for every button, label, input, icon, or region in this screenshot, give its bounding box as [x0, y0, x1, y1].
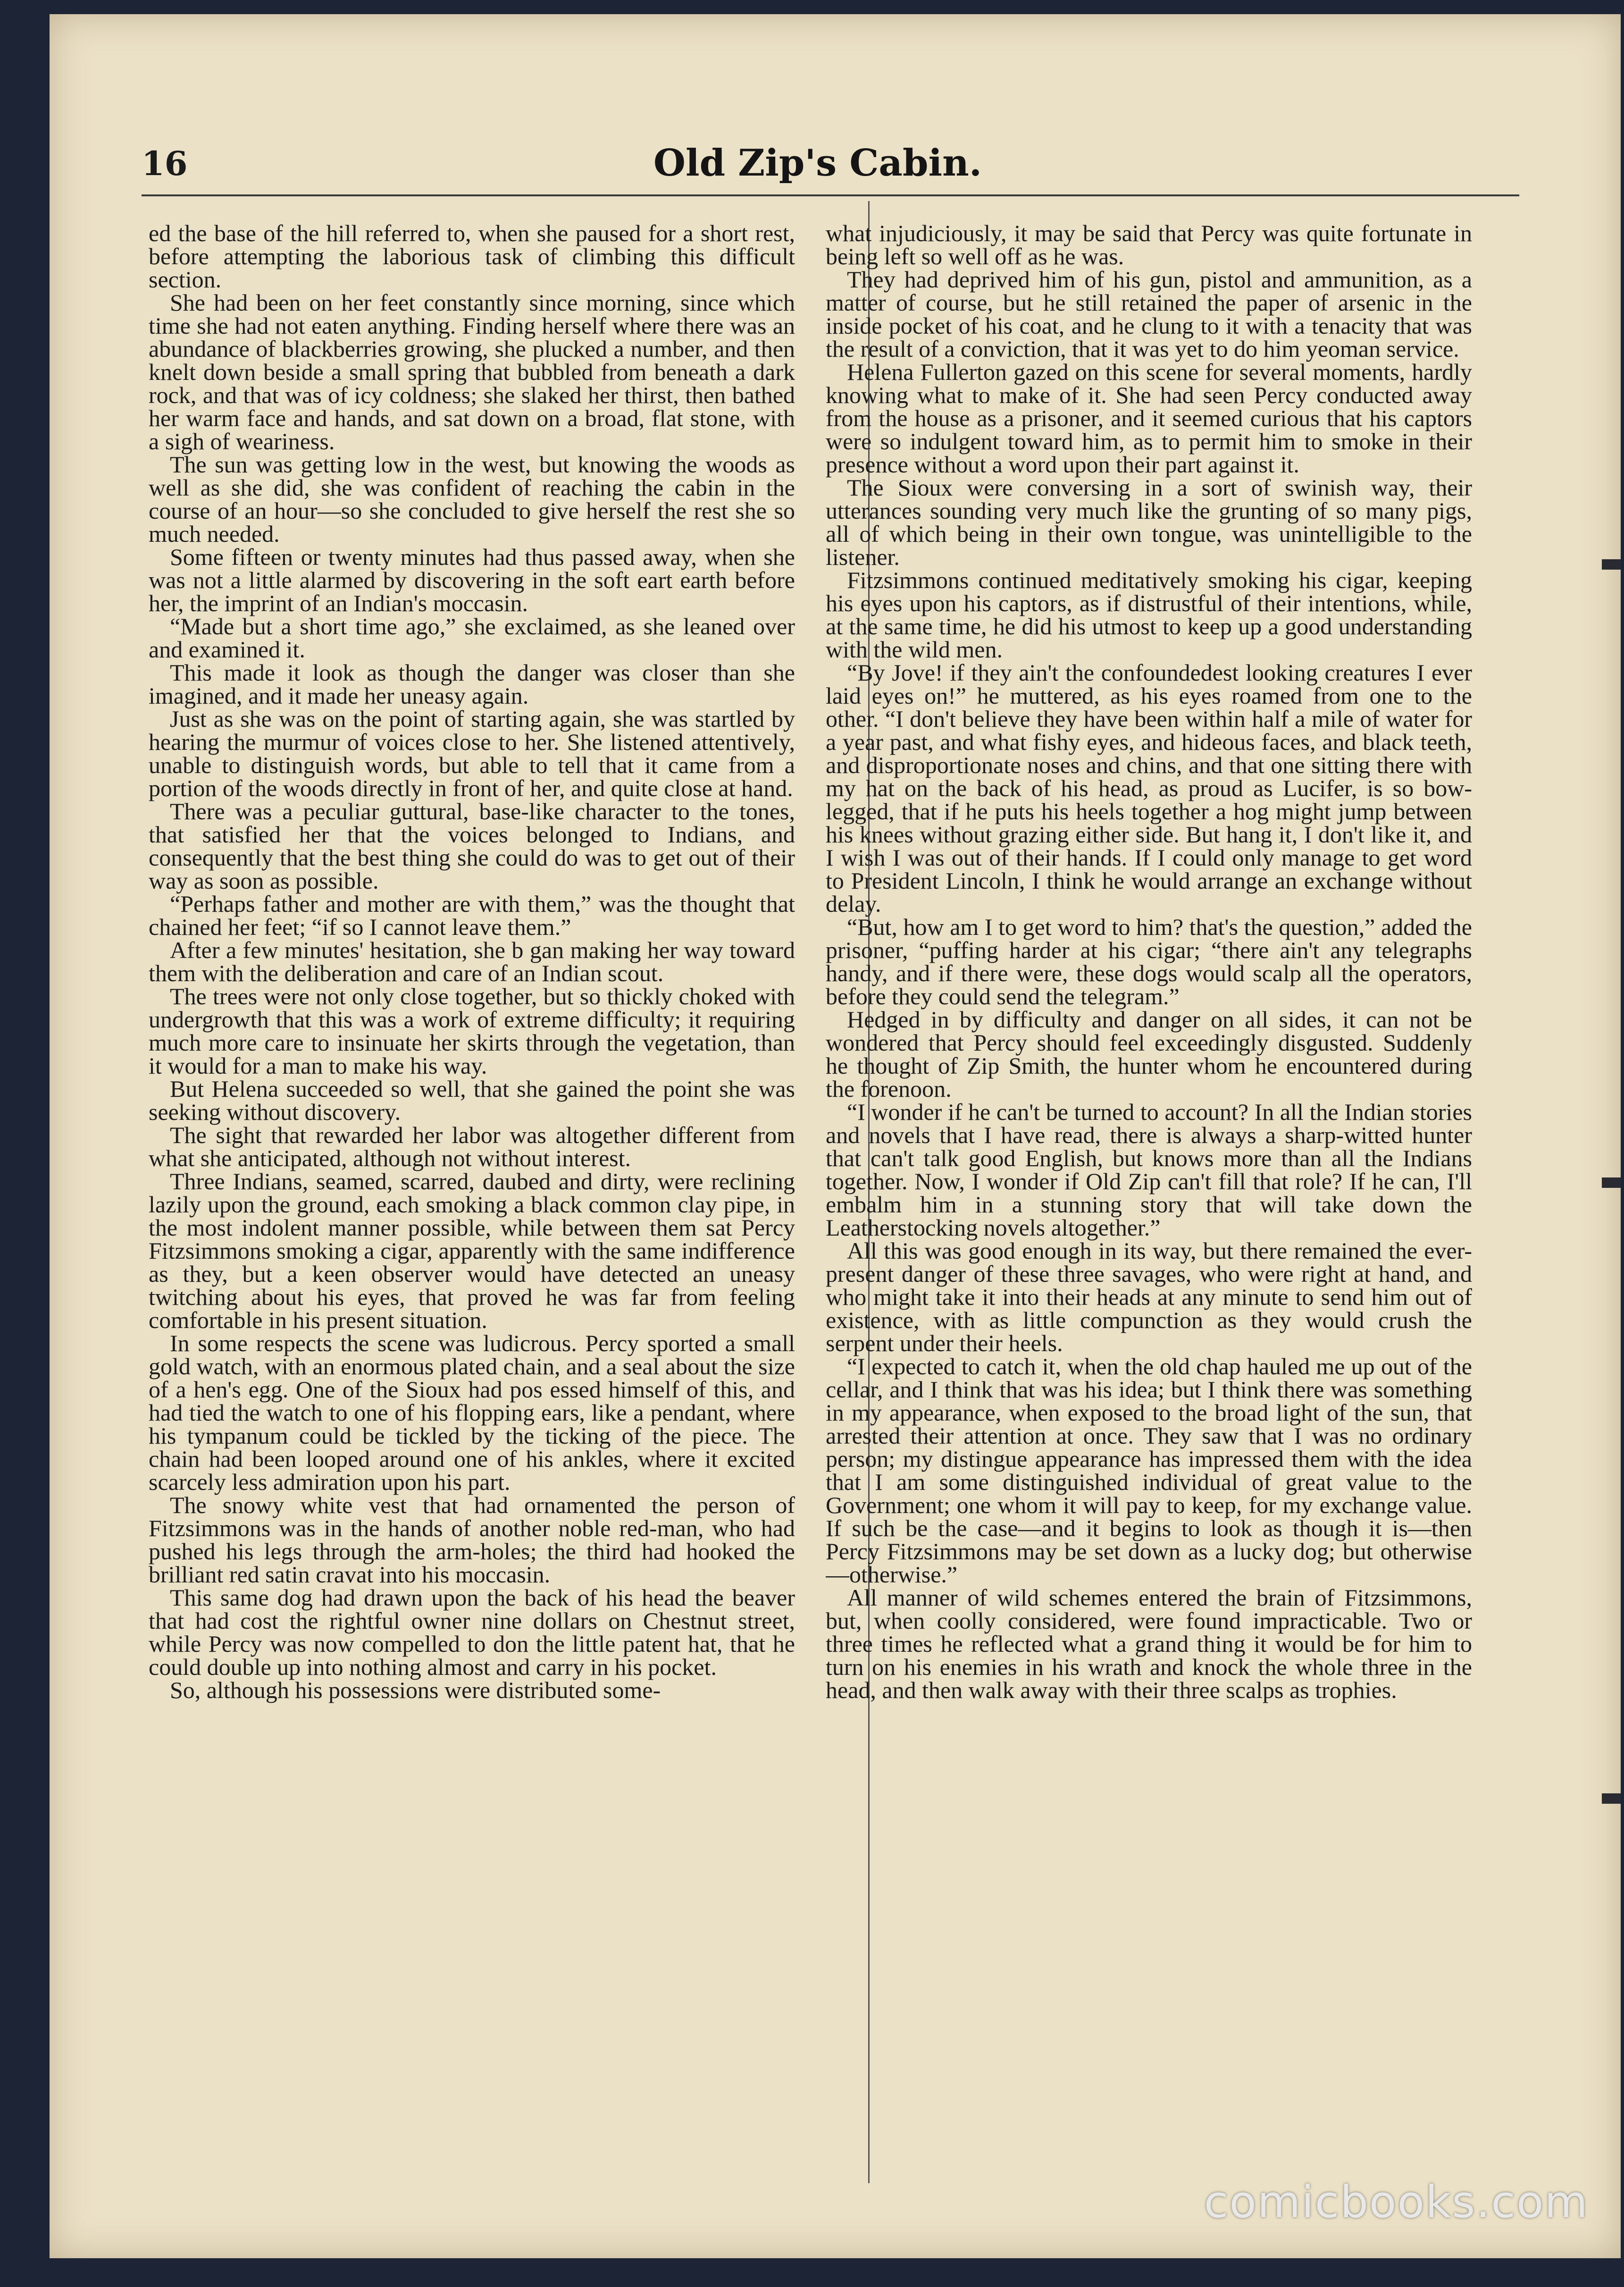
- paragraph: There was a peculiar guttural, base-like character to the tones, that satisfied her that the voices belonged to Indians, and consequently that the best thing she could do was to get out of their way as soon as possible.: [149, 798, 795, 894]
- paragraph: After a few minutes' hesitation, she b gan making her way toward them with the deliberation and care of an Indian scout.: [149, 937, 795, 986]
- binding-mark: [1602, 559, 1621, 570]
- paragraph: They had deprived him of his gun, pistol and ammunition, as a matter of course, but he still retained the paper of arsenic in the inside pocket of his coat, and he clung to it with a tenacity that was the result of a conviction, that it was yet to do him yeoman service.: [826, 266, 1472, 362]
- paragraph: This made it look as though the danger was closer than she imagined, and it made her uneasy again.: [149, 659, 795, 709]
- paragraph: Three Indians, seamed, scarred, daubed and dirty, were reclining lazily upon the ground, each smoking a black common clay pipe, in the most indolent manner possible, while between them sat Percy Fitzsimmons smoking a cigar, apparently with the same indifference as they, but a keen observer would have detected an uneasy twitching about his eyes, that proved he was far from feeling comfortable in his present situation.: [149, 1168, 795, 1333]
- magazine-page: [50, 14, 1621, 2258]
- paragraph: The sight that rewarded her labor was altogether different from what she anticipated, although not without interest.: [149, 1122, 795, 1171]
- running-title: Old Zip's Cabin.: [653, 142, 982, 185]
- paragraph: ed the base of the hill referred to, when she paused for a short rest, before attempting the laborious task of climbing this difficult section.: [149, 222, 795, 293]
- paragraph: “But, how am I to get word to him? that's the question,” added the prisoner, “puffing harder at his cigar; “there ain't any telegraphs handy, and if there were, these dogs would scalp all the operators, before they could send the telegram.”: [826, 914, 1472, 1009]
- paragraph: The Sioux were conversing in a sort of swinish way, their utterances sounding very much like the grunting of so many pigs, all of which being in their own tongue, was unintelligible to the listener.: [826, 474, 1472, 570]
- paragraph: “Made but a short time ago,” she exclaimed, as she leaned over and examined it.: [149, 613, 795, 663]
- paragraph: So, although his possessions were distributed some-: [170, 1677, 661, 1703]
- paragraph: what injudiciously, it may be said that Percy was quite fortunate in being left so well off as he was.: [826, 222, 1472, 269]
- paragraph: “By Jove! if they ain't the confoundedest looking creatures I ever laid eyes on!” he muttered, as his eyes roamed from one to the other. “I don't believe they have been within half a mile of water for a year past, and what fishy eyes, and hideous faces, and black teeth, and disproportionate noses and chins, and that one sitting there with my hat on the back of his head, as proud as Lucifer, is so bow-legged, that if he puts his heels together a hog might jump between his knees without grazing either side. But hang it, I don't like it, and I wish I was out of their hands. If I could only manage to get word to President Lincoln, I think he would arrange an exchange without delay.: [826, 659, 1472, 917]
- site-watermark: comicbooks.com: [1204, 2177, 1589, 2228]
- binding-mark: [1602, 1177, 1621, 1188]
- paragraph: “I expected to catch it, when the old chap hauled me up out of the cellar, and I think that was his idea; but I think there was something in my appearance, when exposed to the broad light of the sun, that arrested their attention at once. They saw that I was no ordinary person; my distingue appearance has impressed them with the idea that I am some distinguished individual of great value to the Government; one whom it will pay to keep, for my exchange value. If such be the case—and it begins to look as though it is—then Percy Fitzsimmons may be set down as a lucky dog; but otherwise—otherwise.”: [826, 1353, 1472, 1588]
- paragraph: Helena Fullerton gazed on this scene for several moments, hardly knowing what to make of it. She had seen Percy conducted away from the house as a prisoner, and it seemed curious that his captors were so indulgent toward him, as to permit him to smoke in their presence without a word upon their part against it.: [826, 359, 1472, 478]
- paragraph: The trees were not only close together, but so thickly choked with undergrowth that this was a work of extreme difficulty; it requiring much more care to insinuate her skirts through the vegetation, than it would for a man to make his way.: [149, 983, 795, 1079]
- paragraph: All this was good enough in its way, but there remained the ever-present danger of these three savages, who were right at hand, and who might take it into their heads at any minute to send him out of existence, with as little compunction as they would crush the serpent under their heels.: [826, 1237, 1472, 1356]
- header-rule: [142, 194, 1519, 196]
- left-text-column: [149, 222, 795, 2195]
- paragraph: Hedged in by difficulty and danger on all sides, it can not be wondered that Percy should feel exceedingly disgusted. Suddenly he thought of Zip Smith, the hunter whom he encountered during the forenoon.: [826, 1006, 1472, 1102]
- paragraph: The sun was getting low in the west, but knowing the woods as well as she did, she was confident of reaching the cabin in the course of an hour—so she concluded to give herself the rest she so much needed.: [149, 451, 795, 547]
- paragraph: But Helena succeeded so well, that she gained the point she was seeking without discovery.: [149, 1076, 795, 1125]
- right-text-column: [826, 222, 1472, 2195]
- paragraph: Just as she was on the point of starting again, she was startled by hearing the murmur of voices close to her. She listened attentively, unable to distinguish words, but able to tell that it came from a portion of the woods directly in front of her, and quite close at hand.: [149, 706, 795, 801]
- paragraph: All manner of wild schemes entered the brain of Fitzsimmons, but, when coolly considered, were found impracticable. Two or three times he reflected what a grand thing it would be for him to turn on his enemies in his wrath and knock the whole three in the head, and then walk away with their three scalps as trophies.: [826, 1584, 1472, 1703]
- paragraph: In some respects the scene was ludicrous. Percy sported a small gold watch, with an enormous plated chain, and a seal about the size of a hen's egg. One of the Sioux had pos essed himself of this, and had tied the watch to one of his flopping ears, like a pendant, where his tympanum could be tickled by the ticking of the piece. The chain had been looped around one of his ankles, where it excited scarcely less admiration upon his part.: [149, 1330, 795, 1495]
- page-number: 16: [142, 144, 188, 183]
- paragraph: “I wonder if he can't be turned to account? In all the Indian stories and novels that I have read, there is always a sharp-witted hunter that can't talk good English, but knows more than all the Indians together. Now, I wonder if Old Zip can't fill that role? If he can, I'll embalm him in a stunning story that will take down the Leatherstocking novels altogether.”: [826, 1099, 1472, 1241]
- paragraph: Some fifteen or twenty minutes had thus passed away, when she was not a little alarmed by discovering in the soft eart earth before her, the imprint of an Indian's moccasin.: [149, 544, 795, 616]
- paragraph: Fitzsimmons continued meditatively smoking his cigar, keeping his eyes upon his captors, as if distrustful of their intentions, while, at the same time, he did his utmost to keep up a good understanding with the wild men.: [826, 567, 1472, 663]
- paragraph: She had been on her feet constantly since morning, since which time she had not eaten anything. Finding herself where there was an abundance of blackberries growing, she plucked a number, and then knelt down beside a small spring that bubbled from beneath a dark rock, and that was of icy coldness; she slaked her thirst, then bathed her warm face and hands, and sat down on a broad, flat stone, with a sigh of weariness.: [149, 289, 795, 454]
- paragraph: “Perhaps father and mother are with them,” was the thought that chained her feet; “if so I cannot leave them.”: [149, 891, 795, 940]
- binding-mark: [1602, 1793, 1621, 1804]
- paragraph: This same dog had drawn upon the back of his head the beaver that had cost the rightful owner nine dollars on Chestnut street, while Percy was now compelled to don the little patent hat, that he could double up into nothing almost and carry in his pocket.: [149, 1584, 795, 1680]
- paragraph: The snowy white vest that had ornamented the person of Fitzsimmons was in the hands of another noble red-man, who had pushed his legs through the arm-holes; the third had hooked the brilliant red satin cravat into his moccasin.: [149, 1492, 795, 1588]
